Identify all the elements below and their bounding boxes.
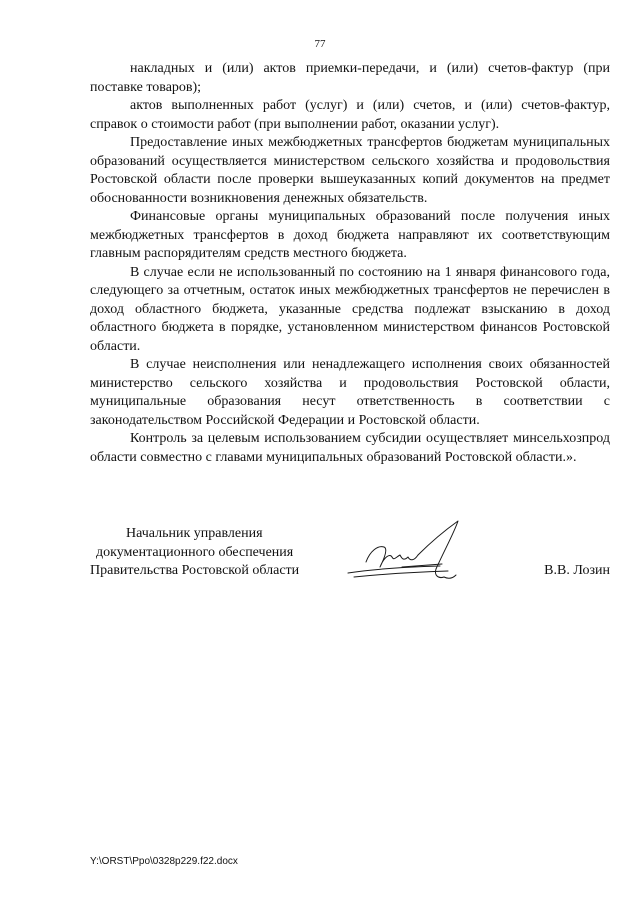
signatory-title <box>90 525 330 581</box>
signatory-name: В.В. Лозин <box>544 563 610 578</box>
paragraph-transfer-provision: Предоставление иных межбюджетных трансфертов бюджетам муниципальных образований осуществляется министерством сельского хозяйства и продовольствия Ростовской области после проверки вышеуказанных копий документов на предмет обоснованности возникновения денежных обязательств. <box>90 135 610 206</box>
footer-file-path: Y:\ORST\Ppo\0328p229.f22.docx <box>90 856 238 867</box>
paragraph-invoices: накладных и (или) актов приемки-передачи, и (или) счетов-фактур (при поставке товаров); <box>90 61 610 95</box>
signatory-title-line-1: Начальник управления <box>126 526 263 541</box>
paragraph-control: Контроль за целевым использованием субсидии осуществляет минсельхозпрод области совместно с главами муниципальных образований Ростовской области.». <box>90 431 610 465</box>
paragraph-unused-balance: В случае если не использованный по состоянию на 1 января финансового года, следующего за отчетным, остаток иных межбюджетных трансфертов не перечислен в доход областного бюджета, указанные средства подлежат взысканию в доход областного бюджета в порядке, установленном министерством финансов Ростовской области. <box>90 264 610 354</box>
paragraph-work-acts: актов выполненных работ (услуг) и (или) счетов, и (или) счетов-фактур, справок о стоимости работ (при выполнении работ, оказании услуг). <box>90 98 610 132</box>
signature-block <box>90 525 610 595</box>
page-number: 77 <box>314 38 326 50</box>
signatory-title-line-3: Правительства Ростовской области <box>90 563 300 578</box>
handwritten-signature <box>344 517 484 587</box>
document-body <box>90 60 610 467</box>
paragraph-liability: В случае неисполнения или ненадлежащего исполнения своих обязанностей министерство сельского хозяйства и продовольствия Ростовской области, муниципальные образования несут ответственность в соответствии с законодательством Российской Федерации и Ростовской области. <box>90 357 610 428</box>
signatory-title-line-2: документационного обеспечения <box>96 544 294 560</box>
paragraph-financial-bodies: Финансовые органы муниципальных образований после получения иных межбюджетных трансфертов в доход бюджета направляют их соответствующим главным распорядителям средств местного бюджета. <box>90 209 610 261</box>
